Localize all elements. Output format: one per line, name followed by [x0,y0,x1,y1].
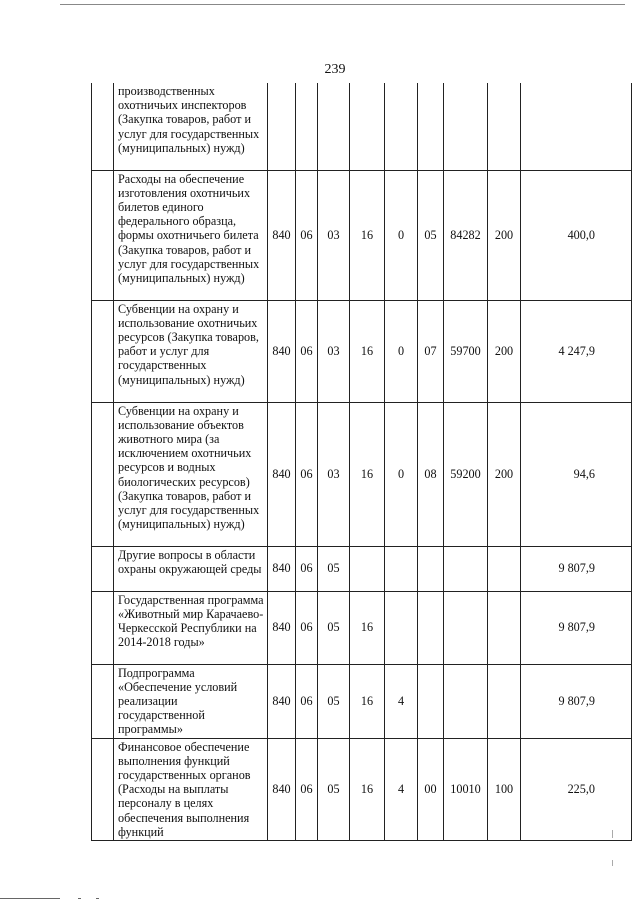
expense-type-cell [488,591,521,664]
expense-name-cell: Расходы на обеспечение изготовления охотничьих билетов единого федерального образца, формы охотничьего билета (Закупка товаров, работ и услуг для государственных (муниципальных) нужд) [114,170,268,300]
page-number: 239 [324,62,346,77]
scan-speck [78,898,81,899]
program-code-cell: 16 [350,300,385,402]
subsection-code-cell: 03 [318,170,350,300]
expense-type-cell: 200 [488,170,521,300]
event-code-cell: 00 [418,738,444,840]
event-code-cell [418,664,444,738]
scan-speck [612,830,613,838]
subprogram-code-cell: 4 [385,664,418,738]
subsection-code-cell: 05 [318,546,350,591]
amount-cell: 9 807,9 [521,591,632,664]
table-row [92,546,632,591]
subsection-code-cell: 05 [318,591,350,664]
ministry-code-cell: 840 [268,402,296,546]
expense-type-cell [488,664,521,738]
direction-code-cell [444,83,488,170]
row-number-cell [92,300,114,402]
ministry-code-cell [268,83,296,170]
table-row [92,402,632,546]
ministry-code-cell: 840 [268,664,296,738]
subsection-code-cell: 05 [318,664,350,738]
direction-code-cell [444,664,488,738]
expense-type-cell: 200 [488,402,521,546]
row-number-cell [92,83,114,170]
program-code-cell: 16 [350,170,385,300]
scan-top-border [60,4,625,5]
expense-type-cell: 100 [488,738,521,840]
event-code-cell: 05 [418,170,444,300]
table-row [92,170,632,300]
table-row [92,300,632,402]
program-code-cell: 16 [350,738,385,840]
row-number-cell [92,170,114,300]
subprogram-code-cell [385,83,418,170]
scan-bottom-mark [0,898,60,899]
section-code-cell: 06 [296,591,318,664]
table-body [92,83,632,840]
expense-name-cell: Другие вопросы в области охраны окружающей среды [114,546,268,591]
amount-cell: 4 247,9 [521,300,632,402]
subsection-code-cell: 03 [318,402,350,546]
section-code-cell [296,83,318,170]
section-code-cell: 06 [296,546,318,591]
amount-cell: 94,6 [521,402,632,546]
subprogram-code-cell: 0 [385,300,418,402]
amount-cell: 400,0 [521,170,632,300]
expense-name-cell: Субвенции на охрану и использование объектов животного мира (за исключением охотничьих ресурсов и водных биологических ресурсов) (Закупка товаров, работ и услуг для государственных (муниципальных) нужд) [114,402,268,546]
subprogram-code-cell [385,591,418,664]
expense-type-cell [488,83,521,170]
event-code-cell [418,546,444,591]
amount-cell: 9 807,9 [521,664,632,738]
table-row [92,83,632,170]
program-code-cell: 16 [350,664,385,738]
expense-name-cell: производственных охотничьих инспекторов (Закупка товаров, работ и услуг для государственных (муниципальных) нужд) [114,83,268,170]
ministry-code-cell: 840 [268,546,296,591]
expense-type-cell [488,546,521,591]
subprogram-code-cell: 4 [385,738,418,840]
event-code-cell: 08 [418,402,444,546]
row-number-cell [92,664,114,738]
expense-name-cell: Государственная программа «Животный мир Карачаево-Черкесской Республики на 2014-2018 годы» [114,591,268,664]
ministry-code-cell: 840 [268,170,296,300]
section-code-cell: 06 [296,300,318,402]
table-row [92,591,632,664]
expense-name-cell: Финансовое обеспечение выполнения функций государственных органов (Расходы на выплаты персоналу в целях обеспечения выполнения функций [114,738,268,840]
direction-code-cell: 59200 [444,402,488,546]
program-code-cell: 16 [350,591,385,664]
program-code-cell [350,546,385,591]
amount-cell: 9 807,9 [521,546,632,591]
table-row [92,738,632,840]
direction-code-cell: 10010 [444,738,488,840]
scan-speck [612,860,613,866]
ministry-code-cell: 840 [268,591,296,664]
budget-table [91,83,632,841]
subsection-code-cell [318,83,350,170]
ministry-code-cell: 840 [268,300,296,402]
row-number-cell [92,546,114,591]
program-code-cell [350,83,385,170]
event-code-cell [418,591,444,664]
row-number-cell [92,402,114,546]
event-code-cell: 07 [418,300,444,402]
subsection-code-cell: 03 [318,300,350,402]
amount-cell [521,83,632,170]
scan-speck [96,898,99,899]
expense-name-cell: Субвенции на охрану и использование охотничьих ресурсов (Закупка товаров, работ и услуг для государственных (муниципальных) нужд) [114,300,268,402]
ministry-code-cell: 840 [268,738,296,840]
section-code-cell: 06 [296,664,318,738]
direction-code-cell: 59700 [444,300,488,402]
subprogram-code-cell: 0 [385,402,418,546]
amount-cell: 225,0 [521,738,632,840]
row-number-cell [92,738,114,840]
expense-name-cell: Подпрограмма «Обеспечение условий реализации государственной программы» [114,664,268,738]
subprogram-code-cell [385,546,418,591]
program-code-cell: 16 [350,402,385,546]
section-code-cell: 06 [296,170,318,300]
subsection-code-cell: 05 [318,738,350,840]
section-code-cell: 06 [296,402,318,546]
direction-code-cell [444,591,488,664]
section-code-cell: 06 [296,738,318,840]
direction-code-cell: 84282 [444,170,488,300]
table-row [92,664,632,738]
subprogram-code-cell: 0 [385,170,418,300]
direction-code-cell [444,546,488,591]
row-number-cell [92,591,114,664]
event-code-cell [418,83,444,170]
expense-type-cell: 200 [488,300,521,402]
